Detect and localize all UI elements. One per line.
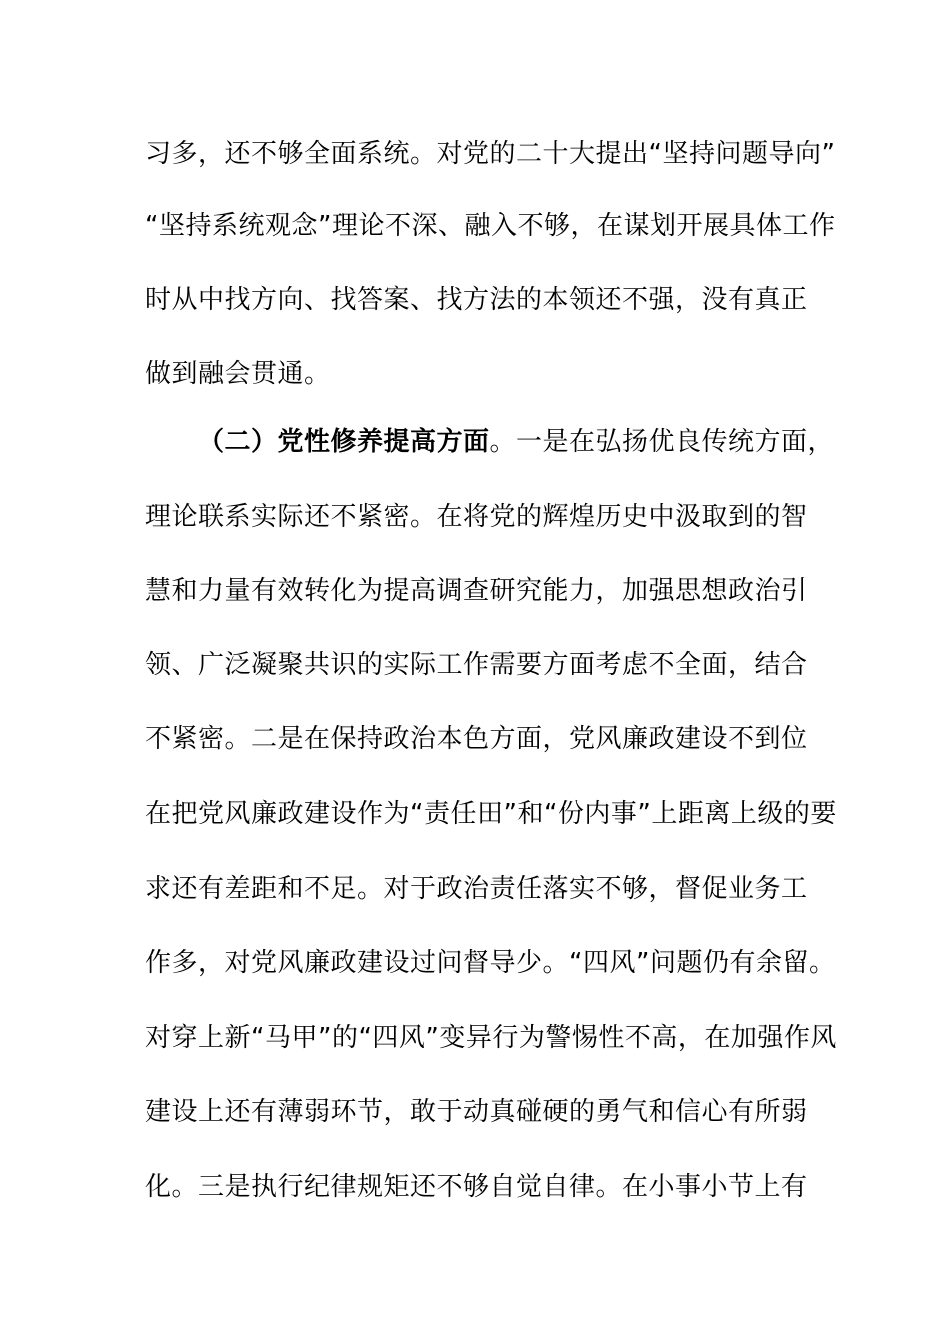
text-line: 做到融会贯通。 bbox=[145, 359, 331, 389]
text-line: 习多，还不够全面系统。对党的二十大提出“坚持问题导向” bbox=[145, 139, 836, 169]
text-line: 求还有差距和不足。对于政治责任落实不够，督促业务工 bbox=[145, 874, 808, 904]
section-heading: （二）党性修养提高方面 bbox=[198, 427, 490, 457]
text-line: 不紧密。二是在保持政治本色方面，党风廉政建设不到位 bbox=[145, 724, 808, 754]
section-heading-line bbox=[198, 422, 834, 462]
text-line: 领、广泛凝聚共识的实际工作需要方面考虑不全面，结合 bbox=[145, 650, 808, 680]
text-line: 在把党风廉政建设作为“责任田”和“份内事”上距离上级的要 bbox=[145, 799, 837, 829]
text-line: 慧和力量有效转化为提高调查研究能力，加强思想政治引 bbox=[145, 576, 808, 606]
text-line: 建设上还有薄弱环节，敢于动真碰硬的勇气和信心有所弱 bbox=[145, 1097, 808, 1127]
text-line: 对穿上新“马甲”的“四风”变异行为警惕性不高，在加强作风 bbox=[145, 1023, 837, 1053]
text-line: 作多，对党风廉政建设过问督导少。“四风”问题仍有余留。 bbox=[145, 948, 836, 978]
text-line: 时从中找方向、找答案、找方法的本领还不强，没有真正 bbox=[145, 285, 808, 315]
text-line: 化。三是执行纪律规矩还不够自觉自律。在小事小节上有 bbox=[145, 1172, 808, 1202]
text-line: 理论联系实际还不紧密。在将党的辉煌历史中汲取到的智 bbox=[145, 502, 808, 532]
text-line: “坚持系统观念”理论不深、融入不够，在谋划开展具体工作 bbox=[145, 211, 836, 241]
section-heading-continuation: 。一是在弘扬优良传统方面， bbox=[489, 427, 835, 457]
